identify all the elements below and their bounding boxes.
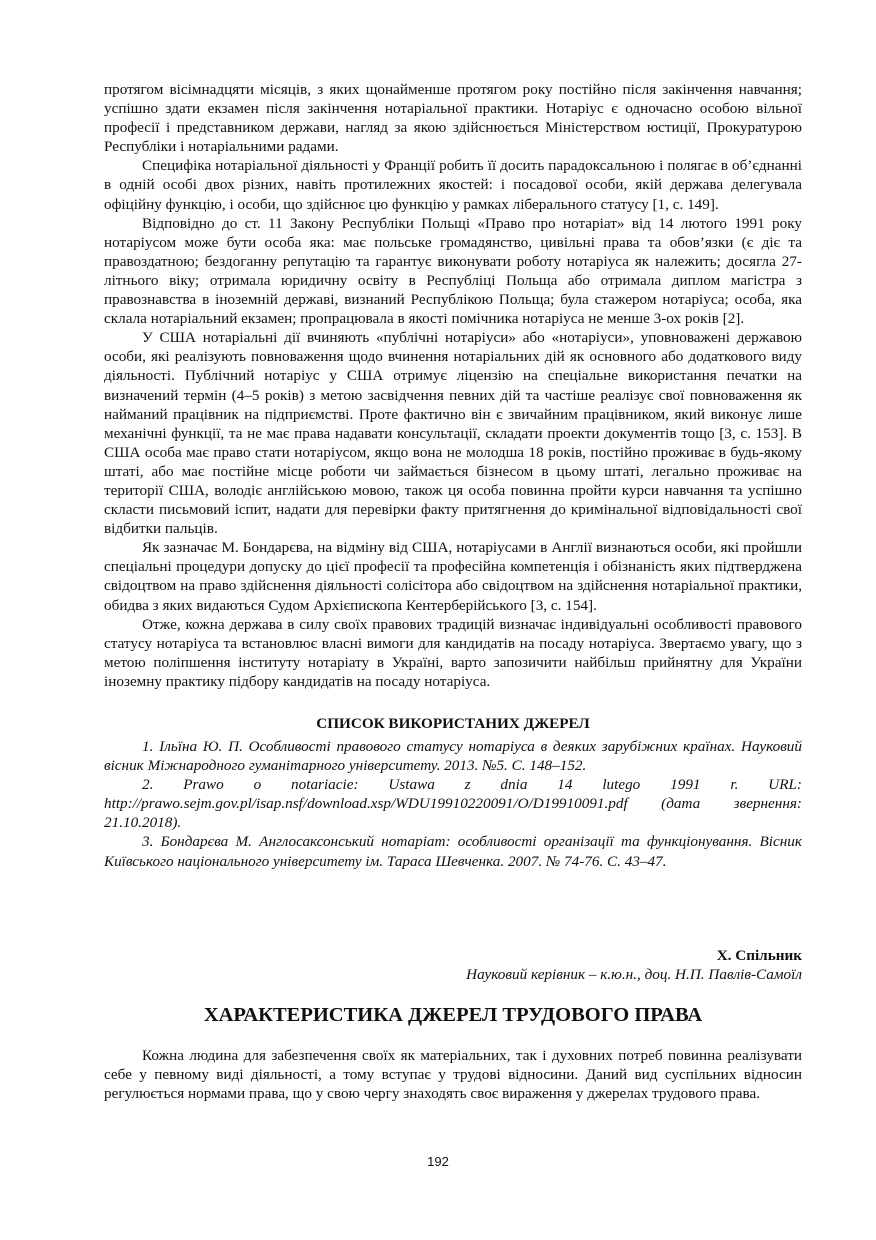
author-block [104,946,802,984]
page-number: 192 [427,1154,449,1169]
reference-item: 2. Prawo o notariacie: Ustawa z dnia 14 lutego 1991 r. URL: http://prawo.sejm.gov.pl/isap.nsf/download.xsp/WDU19910220091/O/D19910091.pdf (дата звернення: 21.10.2018). [104,776,802,832]
paragraph-continuation: протягом вісімнадцяти місяців, з яких щонайменше протягом року постійно після закінчення навчання; успішно здати екзамен після закінчення нотаріальної практики. Нотаріус є одночасно особою вільної професії і представником держави, нагляд за якою здійснюється Міністерством юстиції, Прокуратурою Республіки і нотаріальними радами. [104,81,802,156]
supervisor: Науковий керівник – к.ю.н., доц. Н.П. Павлів-Самоїл [466,966,802,983]
article-title: ХАРАКТЕРИСТИКА ДЖЕРЕЛ ТРУДОВОГО ПРАВА [203,1004,703,1026]
reference-item: 3. Бондарєва М. Англосаксонський нотаріат: особливості організації та функціонування. Вісник Київського національного університету ім. Тараса Шевченка. 2007. № 74-76. С. 43–47. [104,833,802,870]
main-text [104,80,802,871]
paragraph-england: Як зазначає М. Бондарєва, на відміну від США, нотаріусами в Англії визнаються особи, які пройшли спеціальні процедури допуску до цієї професії та професійна компетенція і обізнаність яких підтверджена свідоцтвом на право здійснення діяльності солісітора або свідоцтвом на здійснення нотаріальної практики, обидва з яких видаються Судом Архієпископа Кентерберійського [3, с. 154]. [104,539,802,614]
reference-item: 1. Ільїна Ю. П. Особливості правового статусу нотаріуса в деяких зарубіжних країнах. Науковий вісник Міжнародного гуманітарного університету. 2013. №5. С. 148–152. [104,738,802,775]
paragraph-poland: Відповідно до ст. 11 Закону Республіки Польщі «Право про нотаріат» від 14 лютого 1991 року нотаріусом може бути особа яка: має польське громадянство, цивільні права та обов’язки (є діє та правоздатною; бездоганну репутацію та гарантує виконувати роботу нотаріуса як належить; досягла 27-літнього віку; отримала юридичну освіту в Республіці Польща або отримала диплом магістра з правознавства в іноземній державі, визнаний Республікою Польща; була стажером нотаріуса; особа, яка склала нотаріальний екзамен; пропрацювала в якості помічника нотаріуса не менше 3-ох років [2]. [104,214,802,328]
references-title: СПИСОК ВИКОРИСТАНИХ ДЖЕРЕЛ [316,715,590,732]
paragraph-conclusion: Отже, кожна держава в силу своїх правових традицій визначає індивідуальні особливості правового статусу нотаріуса та встановлює власні вимоги для кандидатів на посаду нотаріуса. Звертаємо увагу, що з метою поліпшення інституту нотаріату в Україні, варто запозичити найбільш прийнятну для України іноземну практику підбору кандидатів на посаду нотаріуса. [104,615,802,690]
paragraph-france: Специфіка нотаріальної діяльності у Франції робить її досить парадоксальною і полягає в об’єднанні в одній особі двох різних, навіть протилежних якостей: і посадової особи, якій держава делегувала офіційну функцію, і особи, що здійснює цю функцію у рамках ліберального статусу [1, с. 149]. [104,157,802,213]
intro-paragraph: Кожна людина для забезпечення своїх як матеріальних, так і духовних потреб повинна реалізувати себе у певному виді діяльності, а тому вступає у трудові відносини. Даний вид суспільних відносин регулюється нормами права, що у свою чергу знаходять своє вираження у джерелах трудового права. [104,1047,802,1103]
author-name: Х. Спільник [716,947,802,964]
article-intro [104,1046,802,1103]
paragraph-usa: У США нотаріальні дії вчиняють «публічні нотаріуси» або «нотаріуси», уповноважені державою особи, які реалізують повноваження щодо вчинення нотаріальних дій як основного або додаткового виду діяльності. Публічний нотаріус у США отримує ліцензію на спеціальне використання печатки на визначений термін (4–5 років) з метою засвідчення певних дій та частіше реалізує свої повноваження як найманий працівник на підприємстві. Проте фактично він є звичайним працівником, який виконує лише механічні функції, та не має права надавати консультації, складати проекти документів тощо [3, с. 153]. В США особа має право стати нотаріусом, якщо вона не молодша 18 років, постійно проживає в будь-якому штаті, або має постійне місце роботи чи займається бізнесом в цьому штаті, легально проживає на території США, володіє англійською мовою, також ця особа повинна пройти курси навчання та успішно скласти письмовий іспит, надати для перевірки факту притягнення до кримінальної відповідальності свої відбитки пальців. [104,329,802,538]
